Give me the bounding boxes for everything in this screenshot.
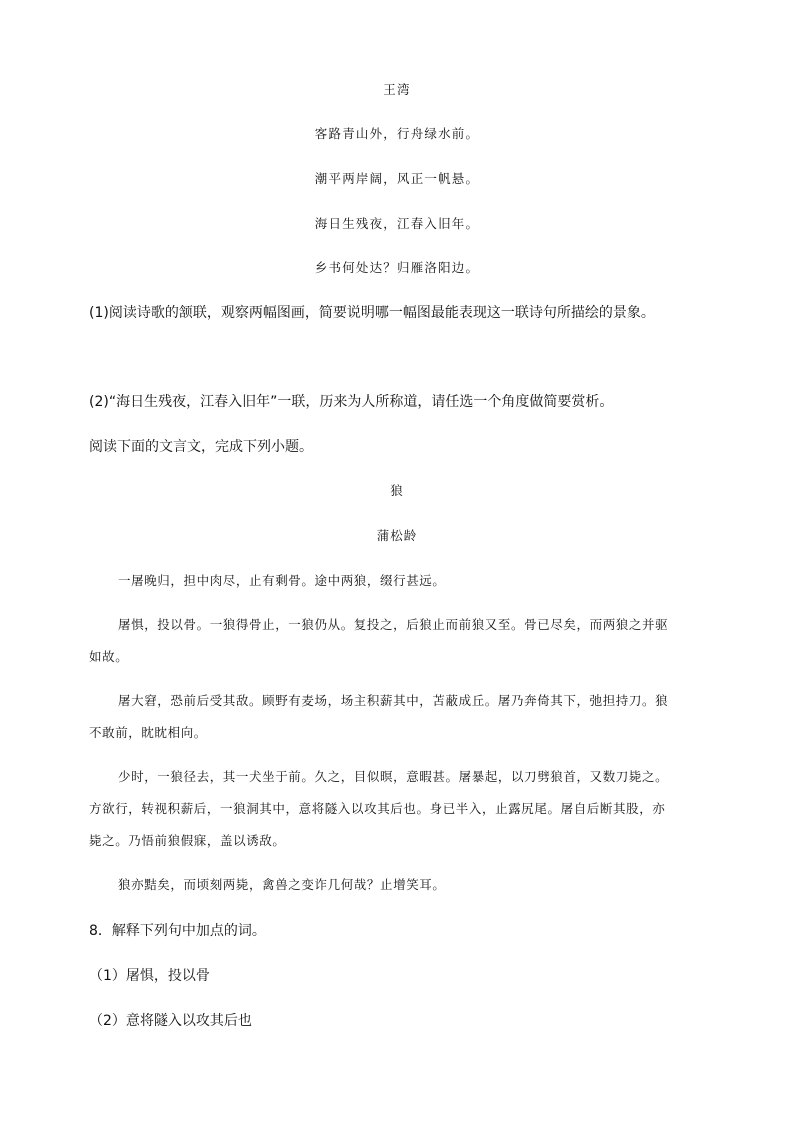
- poem-author: 王湾: [383, 82, 411, 97]
- question-8-title: 8．解释下列句中加点的词。: [89, 923, 266, 939]
- passage-line: 屠惧，投以骨。一狼得骨止，一狼仍从。复投之，后狼止而前狼又至。骨已尽矣，而两狼之并驱: [118, 617, 669, 632]
- poem-line: 海日生残夜，江春入旧年。: [314, 216, 480, 231]
- question-8-item: （1）屠惧，投以骨: [89, 968, 210, 984]
- reading-instruction: 阅读下面的文言文，完成下列小题。: [89, 439, 313, 455]
- passage-line: 一屠晚归，担中肉尽，止有剩骨。途中两狼，缀行甚远。: [118, 573, 446, 588]
- poem-line: 潮平两岸阔，风正一帆悬。: [314, 171, 480, 186]
- poem-line: 客路青山外，行舟绿水前。: [314, 126, 480, 141]
- passage-line: 如故。: [89, 649, 129, 664]
- question-2: (2)“海日生残夜，江春入旧年”一联，历来为人所称道，请任选一个角度做简要赏析。: [89, 394, 614, 410]
- passage-author: 蒲松龄: [376, 528, 418, 543]
- passage-line: 少时，一狼径去，其一犬坐于前。久之，目似暝，意暇甚。屠暴起，以刀劈狼首，又数刀毙之。: [118, 769, 669, 784]
- poem-line: 乡书何处达？归雁洛阳边。: [314, 260, 480, 275]
- passage-line: 方欲行，转视积薪后，一狼洞其中，意将隧入以攻其后也。身已半入，止露尻尾。屠自后断其股，亦: [89, 801, 666, 816]
- passage-line: 狼亦黠矣，而顷刻两毙，禽兽之变诈几何哉？止增笑耳。: [118, 877, 446, 892]
- passage-line: 不敢前，眈眈相向。: [89, 725, 207, 740]
- passage-line: 屠大窘，恐前后受其敌。顾野有麦场，场主积薪其中，苫蔽成丘。屠乃奔倚其下，弛担持刀。狼: [118, 693, 669, 708]
- question-1: (1)阅读诗歌的颔联，观察两幅图画，简要说明哪一幅图最能表现这一联诗句所描绘的景象。: [89, 305, 655, 321]
- question-8-item: （2）意将隧入以攻其后也: [89, 1013, 252, 1029]
- passage-line: 毙之。乃悟前狼假寐，盖以诱敌。: [89, 833, 286, 848]
- passage-title: 狼: [390, 483, 404, 498]
